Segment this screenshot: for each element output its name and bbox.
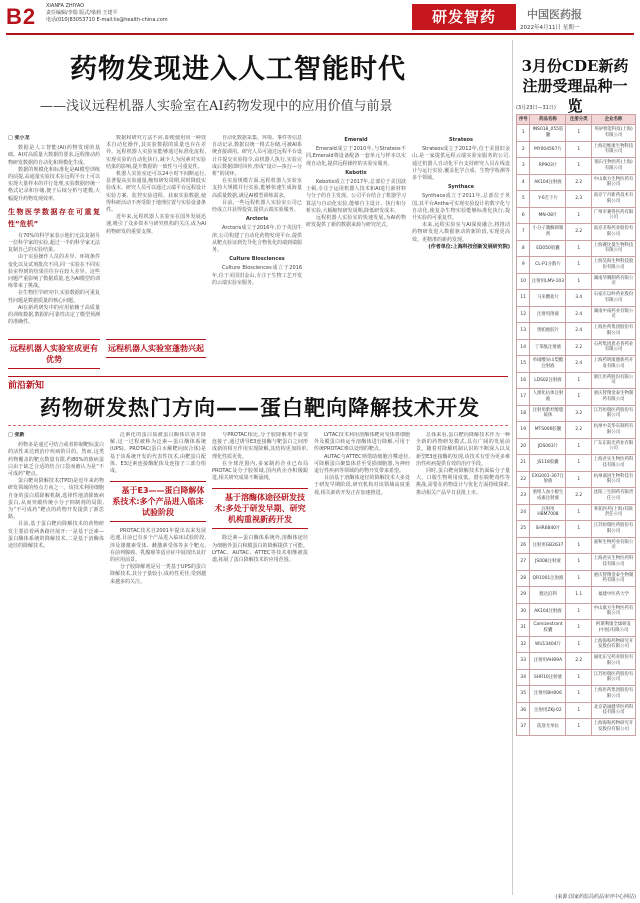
cde-cell: JDS063片 bbox=[530, 438, 566, 455]
cde-cell: 注射用LMV-103 bbox=[530, 273, 566, 290]
cde-cell: 5 bbox=[517, 191, 530, 208]
cde-cell: RP903片 bbox=[530, 158, 566, 175]
cde-row bbox=[517, 554, 636, 571]
cde-row bbox=[517, 422, 636, 439]
cde-cell: 1 bbox=[566, 669, 592, 686]
cde-row bbox=[517, 257, 636, 274]
cde-cell: 注射用溶液 bbox=[530, 306, 566, 323]
article-subtitle: ——浅议远程机器人实验室在AI药物发现中的应用价值与前景 bbox=[40, 99, 393, 114]
author-affiliation: (作者单位:上海科技创新发展研究院) bbox=[428, 243, 510, 250]
cde-header-cell: 注册分类 bbox=[566, 115, 592, 125]
cde-cell: 中山康方生物医药有限公司 bbox=[592, 174, 636, 191]
cde-cell: 1 bbox=[566, 471, 592, 488]
paragraph: AUTAC与ATTEC则借助细胞自噬途径,可降解蛋白聚集体甚至受损细胞器,为神经退行性疾病等领域的药物开发带来希望。 bbox=[314, 453, 410, 475]
cde-cell: 重组人血小板生成素注射液 bbox=[530, 488, 566, 505]
cde-header-cell: 序号 bbox=[517, 115, 530, 125]
cde-cell: 瑞石生物医药(上海)有限公司 bbox=[592, 158, 636, 175]
cde-cell: 丁苯酞注射液 bbox=[530, 339, 566, 356]
paragraph: 泛素化的蛋白质被蛋白酶体识别并降解,这一过程被称为泛素—蛋白酶体系统(UPS)。PROTAC(蛋白水解靶向嵌合体)是基于该系统开发的代表性技术,由靶蛋白配体、E3泛素连接酶配体及连接子三部分组成。 bbox=[110, 432, 206, 475]
cde-cell: 32 bbox=[517, 636, 530, 653]
cde-cell: 江苏恒瑞医药股份有限公司 bbox=[592, 405, 636, 422]
cde-row bbox=[517, 141, 636, 158]
cde-cell: 注射用ZKJ-02 bbox=[530, 702, 566, 719]
cde-cell: 1 bbox=[566, 125, 592, 142]
editor-info bbox=[46, 3, 168, 24]
paragraph: Culture Biosciences成立于2016年,位于美国旧金山,专注于生物工艺开发的云端实验室服务。 bbox=[212, 265, 302, 286]
section-heading: 生物医学数据存在可重复性“危机” bbox=[8, 207, 100, 228]
cde-row bbox=[517, 191, 636, 208]
cde-row bbox=[517, 125, 636, 142]
cde-cell: 上海医药集团股份有限公司 bbox=[592, 323, 636, 340]
paragraph: Synthace成立于2011年,总部位于英国,其平台Antha可实现实验设计的数字化与自动化,使复杂生物实验能够标准化执行,提升实验的可重复性。 bbox=[412, 193, 510, 222]
cde-cell: 马来酸盐片 bbox=[530, 290, 566, 307]
cde-cell: 1 bbox=[566, 504, 592, 521]
cde-date-range: (3月23日—31日) bbox=[516, 105, 556, 111]
cde-row bbox=[517, 686, 636, 703]
cde-cell: 重庆智翔金泰生物制药有限公司 bbox=[592, 389, 636, 406]
article-column-2 bbox=[106, 135, 206, 370]
cde-cell: 7 bbox=[517, 224, 530, 241]
cde-cell: 1 bbox=[566, 620, 592, 637]
paragraph: 药物多是通过可结合或者抑制靶标蛋白的活性来达到治疗疾病的目的。然而,这类药物覆盖的靶点数量有限,约80%的致病蛋白由于缺乏合适的结合口袋而被认为是“不可成药”靶点。 bbox=[8, 442, 104, 478]
paragraph: 自动化数据采集、环境、事件等信息自动记录,数据以统一格式存储,可被AI系统直接调用。研究人员可通过远程平台设计并提交实验指令,由机器人执行,实验完成后数据即时回传,形成“设计—执行—分析”的闭环。 bbox=[212, 135, 302, 178]
cde-row bbox=[517, 240, 636, 257]
cde-cell: 重庆智翔金泰生物制药有限公司 bbox=[592, 570, 636, 587]
cde-cell: 石药集团恩必普药业有限公司 bbox=[592, 339, 636, 356]
paragraph: Strateos成立于2012年,位于美国旧金山,是一家提供远程云端实验室服务的公司,通过机器人自动化平台支持研究人员在线设计与运行实验,覆盖化学合成、生物学检测等多个领域。 bbox=[412, 146, 510, 182]
cde-cell: 1 bbox=[566, 636, 592, 653]
author: □ 张小龙 bbox=[8, 135, 30, 141]
company-name: Synthace bbox=[447, 184, 475, 191]
cde-cell: 1 bbox=[566, 554, 592, 571]
column-divider bbox=[512, 40, 513, 895]
cde-header-cell: 药品名称 bbox=[530, 115, 566, 125]
cde-cell: 1 bbox=[566, 521, 592, 538]
company-name: Strateos bbox=[448, 137, 474, 143]
cde-cell: 1.1 bbox=[566, 587, 592, 604]
cde-cell: 2.2 bbox=[566, 653, 592, 670]
company-name: Arctoris bbox=[245, 216, 269, 223]
section-name: 研发智药 bbox=[412, 4, 516, 30]
cde-row bbox=[517, 587, 636, 604]
cde-cell: 34 bbox=[517, 669, 530, 686]
header-rule bbox=[6, 33, 634, 35]
cde-cell: Camizestrant胶囊 bbox=[530, 620, 566, 637]
cde-cell: 2.2 bbox=[566, 174, 592, 191]
callout-heading: 基于E3——蛋白降解体系技术:多个产品进入临床试验阶段 bbox=[110, 481, 206, 522]
cde-row bbox=[517, 207, 636, 224]
cde-cell: 上海昊海生物科技股份有限公司 bbox=[592, 257, 636, 274]
paragraph: Emerald成立于2010年,与Strateos不同,Emerald将设备配备一套单元与样本以实现自动化,提供远程操控的实验室服务。 bbox=[306, 146, 406, 167]
cde-cell: 10 bbox=[517, 273, 530, 290]
cde-cell: 33 bbox=[517, 653, 530, 670]
callout-heading: 基于溶酶体途径研发技术:多处于研发早期、研究机构重视新药开发 bbox=[212, 488, 308, 529]
cde-cell: 27 bbox=[517, 554, 530, 571]
cde-row bbox=[517, 438, 636, 455]
cde-cell: 2.4 bbox=[566, 323, 592, 340]
cde-row bbox=[517, 306, 636, 323]
cde-cell: 2.2 bbox=[566, 339, 592, 356]
section-number: B2 bbox=[6, 4, 37, 29]
cde-cell: 湖南中南药业有限公司 bbox=[592, 306, 636, 323]
cde-table bbox=[516, 114, 636, 736]
cde-cell: 23 bbox=[517, 488, 530, 505]
cde-cell: 依洛尤单抗 bbox=[530, 719, 566, 736]
article2-column-4 bbox=[314, 432, 410, 892]
cde-cell: 沈阳三生制药有限责任公司 bbox=[592, 488, 636, 505]
article-title: 药物发现进入人工智能时代 bbox=[70, 54, 406, 85]
cde-cell: 1 bbox=[566, 603, 592, 620]
cde-row bbox=[517, 636, 636, 653]
cde-cell: 1 bbox=[566, 141, 592, 158]
cde-cell: 1 bbox=[566, 240, 592, 257]
cde-cell: 24 bbox=[517, 504, 530, 521]
cde-cell: 16 bbox=[517, 372, 530, 389]
cde-header-cell: 企业名称 bbox=[592, 115, 636, 125]
cde-cell: 19 bbox=[517, 422, 530, 439]
company-name: Culture Biosciences bbox=[229, 256, 285, 263]
cde-cell: 1 bbox=[566, 273, 592, 290]
paragraph: 与PROTAC相比,分子胶降解剂不需要连接子,通过诱导E3连接酶与靶蛋白之间形成新的相互作用实现降解,其结构更加简单,理化性质更优。 bbox=[212, 432, 308, 460]
cde-cell: 1 bbox=[517, 125, 530, 142]
cde-cell: 6 bbox=[517, 207, 530, 224]
cde-row bbox=[517, 669, 636, 686]
cde-cell: INS018_055胶囊 bbox=[530, 125, 566, 142]
cde-cell: 注射用BH006 bbox=[530, 686, 566, 703]
article2-title: 药物研发热门方向——蛋白靶向降解技术开发 bbox=[40, 396, 480, 420]
cde-cell: 35 bbox=[517, 686, 530, 703]
cde-cell: AK104注射液 bbox=[530, 603, 566, 620]
cde-cell: 注射用紫杉醇脂质体 bbox=[530, 405, 566, 422]
cde-cell: 德达泊利 bbox=[530, 587, 566, 604]
paragraph: 近年来,远程机器人实验室在国外发展迅速,吸引了众多资本与研究机构的关注,成为AI药物研发的重要支撑。 bbox=[106, 214, 206, 235]
cde-cell: 福建中医药大学 bbox=[592, 587, 636, 604]
cde-row bbox=[517, 389, 636, 406]
cde-cell: 通化东宝药业股份有限公司 bbox=[592, 653, 636, 670]
cde-cell: 1 bbox=[566, 372, 592, 389]
cde-cell: MY004567片 bbox=[530, 141, 566, 158]
cde-cell: AK104注射液 bbox=[530, 174, 566, 191]
cde-cell: 浙江医药股份有限公司 bbox=[592, 372, 636, 389]
cde-row bbox=[517, 455, 636, 472]
cde-row bbox=[517, 290, 636, 307]
cde-row bbox=[517, 537, 636, 554]
editor-line: 电话(010)83053710 E-mail:lis@health-china.com bbox=[46, 17, 168, 23]
cde-cell: 31 bbox=[517, 620, 530, 637]
cde-cell: 11 bbox=[517, 290, 530, 307]
paragraph: 在实验规模方面,远程机器人实验室支持大规模并行实验,能够快速生成海量高质量数据,满足AI模型训练需求。 bbox=[212, 178, 302, 199]
cde-cell: 20 bbox=[517, 438, 530, 455]
cde-row bbox=[517, 372, 636, 389]
cde-cell: 杭州中美华东制药有限公司 bbox=[592, 422, 636, 439]
cde-cell: 广东东阳光药业有限公司 bbox=[592, 438, 636, 455]
cde-cell: 和铂医药(上海)有限责任公司 bbox=[592, 504, 636, 521]
cde-cell: 3 bbox=[517, 158, 530, 175]
paragraph: 由于实验操作人员的差异、环境条件变化以及试剂批次不同,同一实验在不同实验室得到的结果往往存在较大差异。这些问题严重影响了数据质量,也为AI模型的训练带来了挑战。 bbox=[8, 254, 100, 290]
paragraph: 除泛素—蛋白酶体系统外,溶酶体途径为细胞外蛋白和膜蛋白的降解提供了可能。LYTAC、AUTAC、ATTEC等技术相继被报道,拓展了蛋白降解技术的应用范围。 bbox=[212, 535, 308, 564]
cde-cell: 1 bbox=[566, 686, 592, 703]
cde-cell: 12 bbox=[517, 306, 530, 323]
cde-row bbox=[517, 471, 636, 488]
section-rule bbox=[8, 376, 508, 377]
article2-column-3 bbox=[212, 432, 308, 892]
cde-cell: 1 bbox=[566, 702, 592, 719]
cde-row bbox=[517, 339, 636, 356]
paragraph: LYTAC技术利用溶酶体靶向受体将细胞外及膜蛋白转运至溶酶体进行降解,可用于传统PROTAC难以处理的靶点。 bbox=[314, 432, 410, 453]
cde-cell: 36 bbox=[517, 702, 530, 719]
article2-column-5 bbox=[416, 432, 510, 892]
cde-row bbox=[517, 405, 636, 422]
paragraph: 在全球范围内,多家制药企业已布局PROTAC及分子胶领域,国内药企亦积极跟进,相关研究成果不断涌现。 bbox=[212, 460, 308, 482]
cde-cell: 上海迈维康生物科技有限公司 bbox=[592, 141, 636, 158]
callout-heading: 远程机器人实验室蓬勃兴起 bbox=[106, 339, 206, 358]
cde-list-title: 3月份CDE新药注册受理品种一览 bbox=[521, 57, 629, 115]
cde-cell: 1 bbox=[566, 207, 592, 224]
paragraph: Kebotix成立于2017年,总部位于美国波士顿,专注于运用机器人技术和AI进行新材料与分子的自主发现。公司平台结合了机器学习算法与自动化实验,能够自主设计、执行和分析实验,大幅缩短研发周期,降低研发成本。 bbox=[306, 179, 406, 214]
cde-cell: 2.2 bbox=[566, 224, 592, 241]
cde-cell: EXG001-307注射液 bbox=[530, 471, 566, 488]
cde-cell: 江苏恒瑞医药股份有限公司 bbox=[592, 669, 636, 686]
cde-cell: 注射用HBM7008 bbox=[530, 504, 566, 521]
cde-cell: 2 bbox=[517, 141, 530, 158]
cde-cell: 1 bbox=[566, 389, 592, 406]
cde-cell: 注射用GB2637 bbox=[530, 537, 566, 554]
cde-cell: 1 bbox=[566, 438, 592, 455]
paragraph: 目前基于溶酶体途径的降解技术大多处于研发早期阶段,研究机构对该领域高度重视,相关新药开发正在加速推进。 bbox=[314, 475, 410, 496]
paragraph: 未来,远程实验室与AI深度融合,将推动药物研发进入数据驱动的新阶段,实现更高效、更精准的新药发现。 bbox=[412, 222, 510, 243]
cde-cell: 中山康方生物医药有限公司 bbox=[592, 603, 636, 620]
cde-row bbox=[517, 224, 636, 241]
paragraph: 机器人实验室还可以24小时不间断运行,显著提高实验通量,缩短研发周期,同时降低实验成本。研究人员可以通过云端平台远程设计实验方案、监控实验进程、获取实验数据,使得科研活动不再受限于地理位置与实验设备条件。 bbox=[106, 171, 206, 214]
cde-row bbox=[517, 719, 636, 736]
paragraph: PROTAC技术自2001年提出以来发展迅速,目前已有多个产品进入临床试验阶段,涉及雄激素受体、雌激素受体等多个靶点,在前列腺癌、乳腺癌等适应症中展现出良好的应用前景。 bbox=[110, 528, 206, 564]
article-column-1 bbox=[8, 135, 100, 370]
cde-cell: 1 bbox=[566, 537, 592, 554]
cde-cell: 15 bbox=[517, 356, 530, 373]
cde-cell: ED050胶囊 bbox=[530, 240, 566, 257]
cde-cell: 22 bbox=[517, 471, 530, 488]
cde-cell: 14 bbox=[517, 339, 530, 356]
cde-cell: SHR6840片 bbox=[530, 521, 566, 538]
cde-cell: 2.4 bbox=[566, 356, 592, 373]
cde-cell: QR1001注射液 bbox=[530, 570, 566, 587]
article2-column-2 bbox=[110, 432, 206, 892]
cde-cell: JS118胶囊 bbox=[530, 455, 566, 472]
cde-cell: 1 bbox=[566, 158, 592, 175]
paragraph: 分子胶降解剂是另一类基于UPS的蛋白降解技术,其分子量较小,成药性更佳,受到越来越多的关注。 bbox=[110, 564, 206, 585]
cde-cell: 人源化抗体注射液 bbox=[530, 389, 566, 406]
cde-cell: 1 bbox=[566, 570, 592, 587]
cde-cell: 30 bbox=[517, 603, 530, 620]
cde-row bbox=[517, 174, 636, 191]
cde-cell: 上海海和药物研究开发股份有限公司 bbox=[592, 719, 636, 736]
cde-row bbox=[517, 620, 636, 637]
cde-cell: 奥帕他胶片 bbox=[530, 323, 566, 340]
cde-cell: JS008注射液 bbox=[530, 554, 566, 571]
cde-cell: 广州市赛得医药有限公司 bbox=[592, 207, 636, 224]
cde-row bbox=[517, 158, 636, 175]
cde-cell: 1 bbox=[566, 455, 592, 472]
cde-cell: 英矽智能科技(上海)有限公司 bbox=[592, 125, 636, 142]
cde-cell: 北京诺诚健华医药科技有限公司 bbox=[592, 702, 636, 719]
cde-cell: 注射用AHB9A bbox=[530, 653, 566, 670]
cde-cell: 嘉和生物药业有限公司 bbox=[592, 537, 636, 554]
cde-cell: Y-6舌下片 bbox=[530, 191, 566, 208]
cde-cell: 13 bbox=[517, 323, 530, 340]
cde-cell: 小分子激酶抑制剂 bbox=[530, 224, 566, 241]
cde-cell: 18 bbox=[517, 405, 530, 422]
paragraph: 同时,蛋白靶向降解技术仍面临分子量大、口服生物利用度低、潜在脱靶毒性等挑战,需要在药物设计与优化方面持续探索,推动相关产品早日获批上市。 bbox=[416, 468, 510, 496]
cde-cell: 9 bbox=[517, 257, 530, 274]
cde-row bbox=[517, 570, 636, 587]
cde-source: (来源:国家药监局药品审评中心网站) bbox=[555, 894, 636, 900]
cde-cell: 上海海和药物研究开发股份有限公司 bbox=[592, 636, 636, 653]
cde-cell: 17 bbox=[517, 389, 530, 406]
section-label: 前沿新知 bbox=[8, 381, 45, 391]
paragraph: 目前,基于蛋白靶向降解技术的药物研发主要沿着两条路径展开:一是基于泛素—蛋白酶体系统的降解技术,二是基于溶酶体途径的降解技术。 bbox=[8, 521, 104, 550]
cde-cell: 南京圣和药业股份有限公司 bbox=[592, 224, 636, 241]
cde-row bbox=[517, 603, 636, 620]
editor-line: XIANFA ZHIYAO bbox=[46, 3, 85, 9]
cde-cell: 上海药明康德新药开发有限公司 bbox=[592, 356, 636, 373]
cde-cell: 3.4 bbox=[566, 290, 592, 307]
editor-line: 责任编辑/李瑞 版式/梁莉 王建平 bbox=[46, 10, 118, 16]
cde-cell: 上海医药集团股份有限公司 bbox=[592, 686, 636, 703]
cde-cell: 1 bbox=[566, 257, 592, 274]
cde-cell: 2.3 bbox=[566, 191, 592, 208]
cde-cell: 单硝酸异山梨酯注射液 bbox=[530, 356, 566, 373]
cde-cell: WU13404片 bbox=[530, 636, 566, 653]
cde-cell: 江苏恒瑞医药股份有限公司 bbox=[592, 521, 636, 538]
paragraph: Arctoris成立于2016年,位于英国牛津,公司构建了自动化药物发现平台,提供从靶点验证到先导化合物优化的端到端服务。 bbox=[212, 225, 302, 254]
paragraph: 数据和研究方法不同,即便使用同一种技术自动化操作,其实验数据的质量也存在差异。远程机器人实验室能够通过标准化流程,实现实验的自动化执行,减少人为因素对实验结果的影响,提升数据的一致性与可重复性。 bbox=[106, 135, 206, 170]
cde-cell: 37 bbox=[517, 719, 530, 736]
cde-cell: 上海君实生物医药科技有限公司 bbox=[592, 455, 636, 472]
cde-cell: 26 bbox=[517, 537, 530, 554]
cde-cell: 2.2 bbox=[566, 422, 592, 439]
cde-row bbox=[517, 521, 636, 538]
article-column-4 bbox=[306, 135, 406, 370]
company-name: Emerald bbox=[344, 137, 368, 143]
paragraph: 远程机器人实验室的快速发展,为AI药物研发提供了新的数据来源与研究范式。 bbox=[306, 215, 406, 229]
company-name: Kebotix bbox=[345, 169, 367, 176]
cde-cell: 3.2 bbox=[566, 405, 592, 422]
cde-cell: 上海君实生物医药科技有限公司 bbox=[592, 554, 636, 571]
cde-row bbox=[517, 273, 636, 290]
cde-row bbox=[517, 702, 636, 719]
cde-cell: LDS02注射液 bbox=[530, 372, 566, 389]
article-column-3 bbox=[212, 135, 302, 370]
cde-cell: 21 bbox=[517, 455, 530, 472]
cde-cell: 1 bbox=[566, 719, 592, 736]
cde-cell: 8 bbox=[517, 240, 530, 257]
paper-name: 中国医药报 bbox=[527, 8, 582, 21]
cde-row bbox=[517, 488, 636, 505]
paragraph: 蛋白靶向降解技术(TPD)是近年来药物研发领域的热点方向之一。该技术利用细胞自身的蛋白质降解机制,选择性地清除致病蛋白,从而突破传统小分子抑制剂的局限,为“不可成药”靶点的药物开发提供了新思路。 bbox=[8, 478, 104, 521]
cde-row bbox=[517, 653, 636, 670]
cde-cell: MTS006胶囊 bbox=[530, 422, 566, 439]
cde-cell: 阿斯利康全球研发(中国)有限公司 bbox=[592, 620, 636, 637]
cde-row bbox=[517, 504, 636, 521]
dashed-divider bbox=[8, 425, 508, 426]
cde-cell: 湖南华腾制药有限公司 bbox=[592, 273, 636, 290]
issue-date: 2022年4月11日 星期一 bbox=[520, 25, 580, 31]
cde-cell: 2.2 bbox=[566, 488, 592, 505]
cde-cell: 2.4 bbox=[566, 306, 592, 323]
cde-header-row bbox=[517, 115, 636, 125]
paragraph: 目前,一些远程机器人实验室公司已经成立并获得投资,提供云端实验服务。 bbox=[212, 199, 302, 214]
article-column-5 bbox=[412, 135, 510, 370]
paragraph: 数据是人工智能(AI)药物发现的基础。AI对高质量大数据的要求,远程推动药物研发数据的自动化和规模化生成。 bbox=[8, 145, 100, 166]
paragraph: 有70%的科学家表示他们无法复制另一位科学家的实验,超过一半的科学家无法复制自己的实验结果。 bbox=[8, 232, 100, 254]
cde-cell: 南京宁丹新药技术有限公司 bbox=[592, 191, 636, 208]
cde-row bbox=[517, 356, 636, 373]
page-header bbox=[0, 0, 640, 36]
cde-row bbox=[517, 323, 636, 340]
cde-cell: 杭州嘉因生物科技有限公司 bbox=[592, 471, 636, 488]
cde-cell: 上海赛比曼生物科技有限公司 bbox=[592, 240, 636, 257]
cde-cell: CL-P1分散片 bbox=[530, 257, 566, 274]
paragraph: 总体来看,蛋白靶向降解技术作为一种全新的药物研发模式,具有广阔的发展前景。随着对降解机制认识的不断深入以及新型E3连接酶的发现,该技术有望为更多难治性疾病提供有效的治疗手段。 bbox=[416, 432, 510, 467]
cde-cell: MN-08片 bbox=[530, 207, 566, 224]
cde-cell: 4 bbox=[517, 174, 530, 191]
cde-cell: 25 bbox=[517, 521, 530, 538]
cde-cell: 29 bbox=[517, 587, 530, 604]
cde-cell: SHR10注射液 bbox=[530, 669, 566, 686]
callout-heading: 远程机器人实验室成更有优势 bbox=[8, 339, 100, 369]
cde-cell: 28 bbox=[517, 570, 530, 587]
author: □ 张新 bbox=[8, 432, 25, 438]
paragraph: 在生物医学研究中,实验数据的可重复性问题是数据质量的核心问题。 bbox=[8, 290, 100, 304]
paragraph: 数据的规模化和标准化是AI模型训练的前提,高通量实验技术在远程平台上可以实现大量样本的并行处理,实验数据经统一格式记录和存储,便于后续分析与建模,大幅提升药物发现效率。 bbox=[8, 166, 100, 202]
cde-cell: 石家庄以岭药业股份有限公司 bbox=[592, 290, 636, 307]
article2-column-1 bbox=[8, 432, 104, 892]
paragraph: AI在新药研发中的应用依赖于高质量的训练数据,数据的可靠性决定了模型预测的准确性。 bbox=[8, 304, 100, 326]
